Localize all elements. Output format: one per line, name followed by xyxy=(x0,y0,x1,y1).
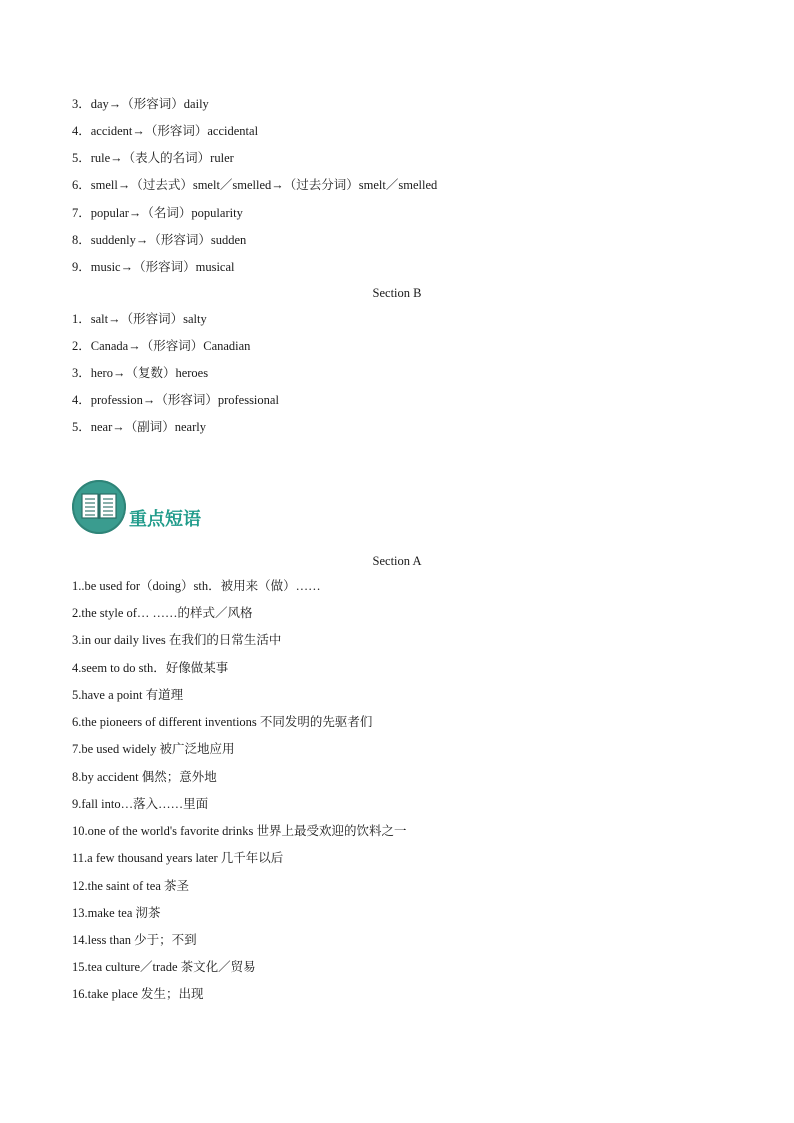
phrase-item: 15.tea culture／trade 茶文化／贸易 xyxy=(72,960,256,974)
heading-badge xyxy=(72,480,126,534)
section-a-title: Section A xyxy=(372,554,422,568)
list-item: 2．Canada→（形容词）Canadian xyxy=(72,339,251,353)
list-item: 4．profession→（形容词）professional xyxy=(72,393,279,407)
phrase-item: 8.by accident 偶然；意外地 xyxy=(72,770,217,784)
phrase-item: 1..be used for（doing）sth．被用来（做）…… xyxy=(72,579,321,593)
list-item: 7．popular→（名词）popularity xyxy=(72,206,243,220)
list-item: 9．music→（形容词）musical xyxy=(72,260,235,274)
phrase-item: 10.one of the world's favorite drinks 世界上最受欢迎的饮料之一 xyxy=(72,824,407,838)
phrase-item: 13.make tea 沏茶 xyxy=(72,906,161,920)
phrase-item: 9.fall into…落入……里面 xyxy=(72,797,209,811)
phrase-item: 11.a few thousand years later 几千年以后 xyxy=(72,851,284,865)
phrase-item: 3.in our daily lives 在我们的日常生活中 xyxy=(72,633,282,647)
list-item: 3．day→（形容词）daily xyxy=(72,97,209,111)
phrase-item: 12.the saint of tea 茶圣 xyxy=(72,879,189,893)
phrase-item: 7.be used widely 被广泛地应用 xyxy=(72,742,235,756)
key-phrases-heading xyxy=(72,480,272,536)
phrase-item: 2.the style of… ……的样式／风格 xyxy=(72,606,253,620)
phrase-item: 14.less than 少于；不到 xyxy=(72,933,197,947)
list-item: 3．hero→（复数）heroes xyxy=(72,366,209,380)
heading-title: 重点短语 xyxy=(129,509,201,530)
list-item: 5．rule→（表人的名词）ruler xyxy=(72,151,234,165)
phrase-item: 16.take place 发生；出现 xyxy=(72,987,204,1001)
list-item: 6．smell→（过去式）smelt／smelled→（过去分词）smelt／smelled xyxy=(72,178,438,192)
list-item: 4．accident→（形容词）accidental xyxy=(72,124,259,138)
phrase-item: 6.the pioneers of different inventions 不同发明的先驱者们 xyxy=(72,715,373,729)
phrase-item: 4.seem to do sth．好像做某事 xyxy=(72,661,229,675)
phrase-item: 5.have a point 有道理 xyxy=(72,688,184,702)
list-item: 8．suddenly→（形容词）sudden xyxy=(72,233,247,247)
list-item: 1．salt→（形容词）salty xyxy=(72,312,207,326)
section-b-title: Section B xyxy=(372,286,422,300)
list-item: 5．near→（副词）nearly xyxy=(72,420,206,434)
open-book-icon xyxy=(81,492,117,522)
